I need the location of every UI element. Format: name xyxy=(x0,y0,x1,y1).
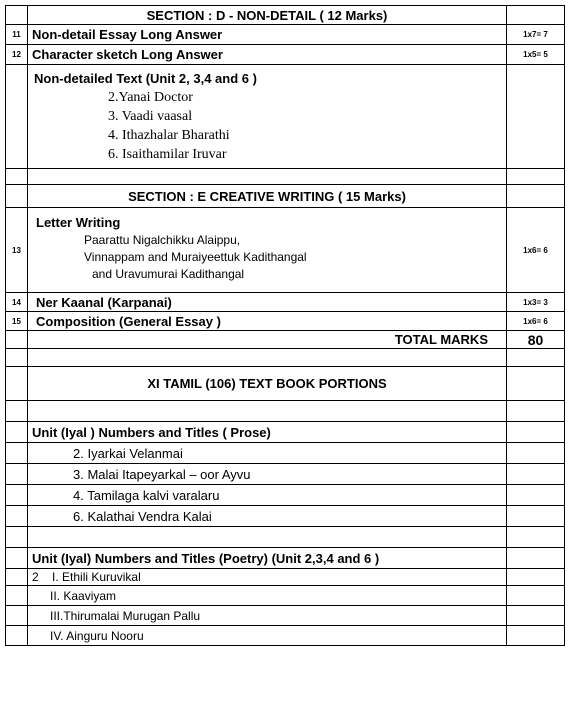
prose-item-row xyxy=(6,443,565,464)
prose-item-row xyxy=(6,506,565,527)
non-detailed-text-title: Non-detailed Text (Unit 2, 3,4 and 6 ) xyxy=(34,71,257,86)
question-number: 15 xyxy=(6,312,28,331)
total-value: 80 xyxy=(507,331,565,349)
question-text: Ner Kaanal (Karpanai) xyxy=(28,293,507,312)
prose-item-row xyxy=(6,485,565,506)
section-e-heading: SECTION : E CREATIVE WRITING ( 15 Marks) xyxy=(28,185,507,208)
section-d-heading-row xyxy=(6,6,565,25)
prose-item-row xyxy=(6,464,565,485)
non-detailed-item: 3. Vaadi vaasal xyxy=(108,109,193,124)
non-detailed-item: 4. Ithazhalar Bharathi xyxy=(108,128,230,143)
question-row xyxy=(6,25,565,45)
poetry-title: Unit (Iyal) Numbers and Titles (Poetry) (Unit 2,3,4 and 6 ) xyxy=(28,548,507,569)
prose-item: 2. Iyarkai Velanmai xyxy=(28,443,507,464)
portions-heading-row xyxy=(6,367,565,401)
section-d-heading: SECTION : D - NON-DETAIL ( 12 Marks) xyxy=(28,6,507,25)
poetry-unit-number: 2 xyxy=(32,570,39,584)
blank-row xyxy=(6,349,565,367)
prose-item: 6. Kalathai Vendra Kalai xyxy=(28,506,507,527)
poetry-item: IV. Ainguru Nooru xyxy=(28,626,507,646)
non-detailed-item: 6. Isaithamilar Iruvar xyxy=(108,147,227,162)
question-number: 12 xyxy=(6,45,28,65)
prose-title: Unit (Iyal ) Numbers and Titles ( Prose) xyxy=(28,422,507,443)
question-text: Non-detail Essay Long Answer xyxy=(28,25,507,45)
blank-row xyxy=(6,527,565,548)
section-e-heading-row xyxy=(6,185,565,208)
poetry-item-row xyxy=(6,606,565,626)
prose-item: 3. Malai Itapeyarkal – oor Ayvu xyxy=(28,464,507,485)
non-detailed-item: 2.Yanai Doctor xyxy=(108,90,193,105)
poetry-item-row xyxy=(6,586,565,606)
question-text: Character sketch Long Answer xyxy=(28,45,507,65)
question-marks: 1x3= 3 xyxy=(507,293,565,312)
portions-table xyxy=(5,5,565,646)
question-marks: 1x5= 5 xyxy=(507,45,565,65)
poetry-item-row xyxy=(6,569,565,586)
poetry-item-row xyxy=(6,626,565,646)
question-text: Composition (General Essay ) xyxy=(28,312,507,331)
poetry-title-row xyxy=(6,548,565,569)
letter-writing-row xyxy=(6,208,565,293)
question-number: 11 xyxy=(6,25,28,45)
question-number: 13 xyxy=(6,208,28,293)
question-row xyxy=(6,45,565,65)
question-marks: 1x6= 6 xyxy=(507,312,565,331)
question-marks: 1x7= 7 xyxy=(507,25,565,45)
letter-writing-line: Vinnappam and Muraiyeettuk Kadithangal xyxy=(84,250,307,264)
question-row xyxy=(6,312,565,331)
question-marks: 1x6= 6 xyxy=(507,208,565,293)
blank-row xyxy=(6,401,565,422)
letter-writing-line: Paarattu Nigalchikku Alaippu, xyxy=(84,233,241,247)
poetry-item: II. Kaaviyam xyxy=(28,586,507,606)
letter-writing-title: Letter Writing xyxy=(36,215,121,230)
poetry-item: III.Thirumalai Murugan Pallu xyxy=(28,606,507,626)
question-row xyxy=(6,293,565,312)
blank-row xyxy=(6,169,565,185)
question-number: 14 xyxy=(6,293,28,312)
total-row xyxy=(6,331,565,349)
letter-writing-line: and Uravumurai Kadithangal xyxy=(92,267,245,281)
total-label: TOTAL MARKS xyxy=(28,331,507,349)
portions-heading: XI TAMIL (106) TEXT BOOK PORTIONS xyxy=(28,367,507,401)
prose-title-row xyxy=(6,422,565,443)
prose-item: 4. Tamilaga kalvi varalaru xyxy=(28,485,507,506)
non-detailed-text-row xyxy=(6,65,565,169)
poetry-item: I. Ethili Kuruvikal xyxy=(52,570,141,584)
